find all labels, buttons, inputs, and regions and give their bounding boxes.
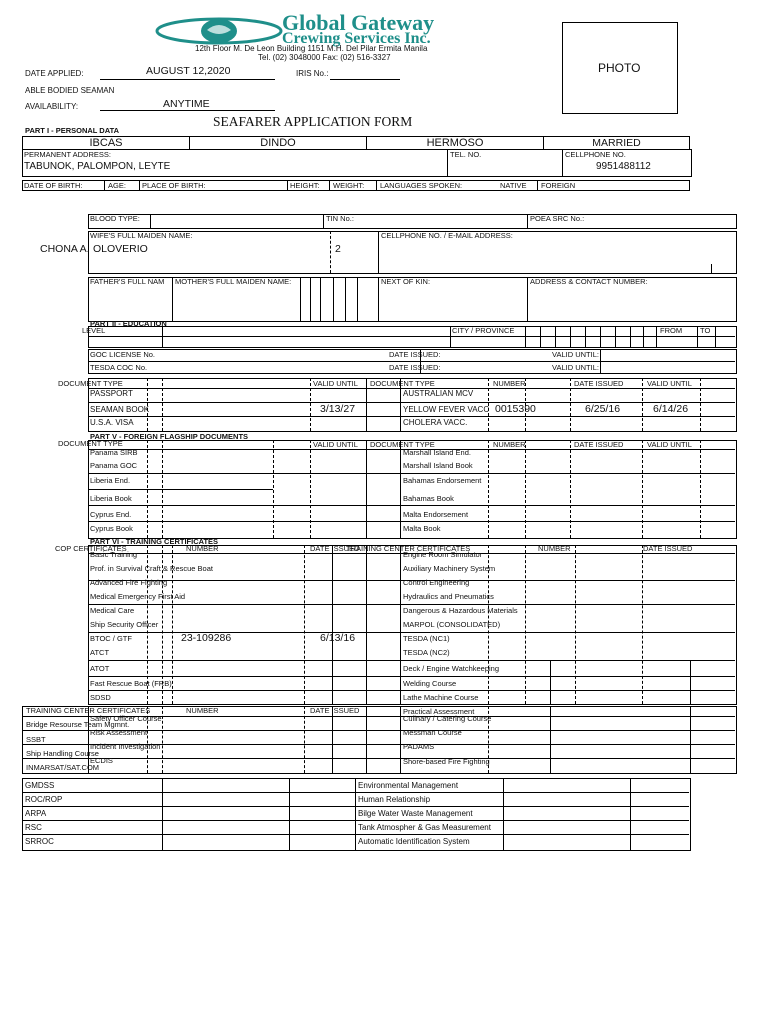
rsc: RSC: [25, 823, 42, 832]
fast-rescue-boat: Fast Rescue Boat (FRB): [90, 679, 172, 688]
marshall-book: Marshall Island Book: [403, 461, 473, 470]
tank-atmosphere: Tank Atmospher & Gas Measurement: [358, 823, 491, 832]
center-issued-label: DATE ISSUED: [643, 544, 693, 553]
availability-label: AVAILABILITY:: [25, 102, 79, 111]
civil-status: MARRIED: [544, 137, 690, 150]
company-name-line1: Global Gateway: [282, 10, 435, 35]
next-of-kin-label: NEXT OF KIN:: [381, 277, 431, 286]
bahamas-book: Bahamas Book: [403, 494, 454, 503]
marpol: MARPOL (CONSOLIDATED): [403, 620, 501, 629]
availability-value: ANYTIME: [163, 98, 210, 110]
tel-label: TEL. NO.: [450, 150, 482, 159]
iris-label: IRIS No.:: [296, 69, 329, 78]
company-phone: Tel. (02) 3048000 Fax: (02) 516-3327: [258, 53, 391, 62]
brm-course: Bridge Resourse Team Mgmnt.: [26, 720, 130, 729]
mother-name-label: MOTHER'S FULL MAIDEN NAME:: [175, 277, 292, 286]
flag-valid-right: VALID UNTIL: [647, 440, 692, 449]
marshall-end: Marshall Island End.: [403, 448, 471, 457]
weight-label: WEIGHT:: [333, 181, 365, 190]
part1-heading: PART I - PERSONAL DATA: [25, 126, 120, 135]
tesda-nc2: TESDA (NC2): [403, 648, 450, 657]
age-label: AGE:: [108, 181, 126, 190]
doc-cholera: CHOLERA VACC.: [403, 418, 468, 427]
doc-issued-label: DATE ISSUED: [574, 379, 624, 388]
last-name: IBCAS: [23, 137, 190, 150]
padams: PADAMS: [403, 742, 435, 751]
safety-officer-course: Safety Officer Course: [90, 714, 162, 723]
tesda-date-issued-label: DATE ISSUED:: [389, 363, 441, 372]
seaman-book-valid: 3/13/27: [320, 403, 356, 415]
survival-craft: Prof. in Survival Craft & Rescue Boat: [90, 564, 213, 573]
gmdss: GMDSS: [25, 781, 55, 790]
flag-issued: DATE ISSUED: [574, 440, 624, 449]
cyprus-book: Cyprus Book: [90, 524, 133, 533]
flag-valid-left: VALID UNTIL: [313, 440, 358, 449]
father-name-label: FATHER'S FULL NAM: [90, 277, 165, 286]
cell-value: 9951488112: [596, 161, 651, 172]
foreign-label: FOREIGN: [541, 181, 576, 190]
cop-issued-label: DATE ISSUED: [310, 544, 360, 553]
inmarsat: INMARSAT/SAT.COM: [26, 763, 100, 772]
cyprus-end: Cyprus End.: [90, 510, 132, 519]
shore-fire-fighting: Shore-based Fire Fighting: [403, 757, 490, 766]
doc-number-label: NUMBER: [493, 379, 526, 388]
hydraulics: Hydraulics and Pneumatics: [403, 592, 494, 601]
first-name: DINDO: [190, 137, 367, 150]
position-applied: ABLE BODIED SEAMAN: [25, 86, 115, 95]
wife-last-name: OLOVERIO: [93, 243, 148, 255]
doc-type-label-left: DOCUMENT TYPE: [58, 379, 123, 388]
cell-label: CELLPHONE NO.: [565, 150, 626, 159]
date-applied-label: DATE APPLIED:: [25, 69, 84, 78]
advanced-fire-fighting: Advanced Fire Fighting: [90, 578, 168, 587]
tesda-valid-until-label: VALID UNTIL:: [552, 363, 599, 372]
malta-end: Malta Endorsement: [403, 510, 469, 519]
flag-doc-type-right: DOCUMENT TYPE: [370, 440, 435, 449]
bilge-water: Bilge Water Waste Management: [358, 809, 473, 818]
part2-heading: PART II - EDUCATION: [90, 319, 167, 328]
kin-address-label: ADDRESS & CONTACT NUMBER:: [530, 277, 648, 286]
company-logo: [155, 14, 283, 48]
doc-australian-mcv: AUSTRALIAN MCV: [403, 389, 474, 398]
yellow-fever-issued: 6/25/16: [585, 403, 621, 415]
doc-usa-visa: U.S.A. VISA: [90, 418, 134, 427]
company-name-line2: Crewing Services Inc.: [282, 30, 431, 47]
middle-name: HERMOSO: [367, 137, 544, 150]
doc-type-label-right: DOCUMENT TYPE: [370, 379, 435, 388]
medical-first-aid: Medical Emergency First Aid: [90, 592, 186, 601]
center-number-label: NUMBER: [538, 544, 571, 553]
part6-heading: PART VI - TRAINING CERTIFICATES: [90, 537, 219, 546]
doc-valid-label-left: VALID UNTIL: [313, 379, 358, 388]
doc-passport: PASSPORT: [90, 389, 133, 398]
tc-label: TRAINING CENTER CERTIFICATES: [26, 706, 151, 715]
btoc-gtf: BTOC / GTF: [90, 634, 132, 643]
btoc-number: 23-109286: [181, 632, 232, 644]
tc-issued-label: DATE ISSUED: [310, 706, 360, 715]
dangerous-materials: Dangerous & Hazardous Materials: [403, 606, 518, 615]
flag-doc-type-left: DOCUMENT TYPE: [58, 439, 123, 448]
culinary-course: Culinary / Catering Course: [403, 714, 492, 723]
tin-label: TIN No.:: [326, 214, 354, 223]
address-value: TABUNOK, PALOMPON, LEYTE: [24, 161, 171, 172]
children-count: 2: [335, 243, 341, 255]
practical-assessment: Practical Assessment: [403, 707, 475, 716]
education-to-label: TO: [700, 326, 711, 335]
wife-first-name: CHONA A.: [40, 243, 90, 255]
wife-cell-label: CELLPHONE NO. / E-MAIL ADDRESS:: [381, 231, 513, 240]
education-level-label: LEVEL: [82, 326, 106, 335]
goc-license-label: GOC LICENSE No.: [90, 350, 156, 359]
company-address: 12th Floor M. De Leon Building 1151 M.H. Del Pilar Ermita Manila: [195, 44, 428, 53]
globe-ship-icon: [155, 14, 283, 48]
cop-number-label: NUMBER: [186, 544, 219, 553]
center-cert-label: TRAINING CENTER CERTIFICATES: [346, 544, 471, 553]
ssbt: SSBT: [26, 735, 46, 744]
tesda-coc-label: TESDA COC No.: [90, 363, 148, 372]
watchkeeping: Deck / Engine Watchkeeping: [403, 664, 500, 673]
goc-date-issued-label: DATE ISSUED:: [389, 350, 441, 359]
malta-book: Malta Book: [403, 524, 441, 533]
doc-seaman-book: SEAMAN BOOK: [90, 405, 150, 414]
dob-label: DATE OF BIRTH:: [24, 181, 83, 190]
human-relationship: Human Relationship: [358, 795, 431, 804]
part5-heading: PART V - FOREIGN FLAGSHIP DOCUMENTS: [90, 432, 249, 441]
env-management: Environmental Management: [358, 781, 459, 790]
liberia-end: Liberia End.: [90, 476, 131, 485]
doc-valid-label-right: VALID UNTIL: [647, 379, 692, 388]
panama-goc: Panama GOC: [90, 461, 138, 470]
welding-course: Welding Course: [403, 679, 457, 688]
goc-valid-until-label: VALID UNTIL:: [552, 350, 599, 359]
btoc-issued: 6/13/16: [320, 632, 356, 644]
liberia-book: Liberia Book: [90, 494, 132, 503]
blood-type-label: BLOOD TYPE:: [90, 214, 140, 223]
height-label: HEIGHT:: [290, 181, 320, 190]
yellow-fever-valid: 6/14/26: [653, 403, 689, 415]
engine-room-simulator: Engine Room Simulator: [403, 550, 483, 559]
tc-number-label: NUMBER: [186, 706, 219, 715]
ais: Automatic Identification System: [358, 837, 470, 846]
ship-handling: Ship Handling Course: [26, 749, 99, 758]
atot: ATOT: [90, 664, 110, 673]
form-title: SEAFARER APPLICATION FORM: [213, 114, 413, 129]
arpa: ARPA: [25, 809, 47, 818]
education-city-label: CITY / PROVINCE: [452, 326, 515, 335]
messman-course: Messman Course: [403, 728, 462, 737]
doc-yellow-fever: YELLOW FEVER VACC: [403, 405, 490, 414]
flag-number: NUMBER: [493, 440, 526, 449]
auxiliary-machinery: Auxiliary Machinery System: [403, 564, 496, 573]
cop-certificates-label: COP CERTIFICATES: [55, 544, 127, 553]
risk-assessment: Risk Assessment: [90, 728, 148, 737]
address-label: PERMANENT ADDRESS:: [24, 150, 111, 159]
pob-label: PLACE OF BIRTH:: [142, 181, 206, 190]
atct: ATCT: [90, 648, 110, 657]
bahamas-end: Bahamas Endorsement: [403, 476, 482, 485]
poea-label: POEA SRC No.:: [530, 214, 585, 223]
wife-name-label: WIFE'S FULL MAIDEN NAME:: [90, 231, 193, 240]
lathe-machine: Lathe Machine Course: [403, 693, 479, 702]
panama-sirb: Panama SIRB: [90, 448, 138, 457]
native-label: NATIVE: [500, 181, 527, 190]
date-applied-value: AUGUST 12,2020: [146, 65, 231, 77]
sdsd: SDSD: [90, 693, 111, 702]
incident-investigation: Incident Investigation: [90, 742, 161, 751]
education-from-label: FROM: [660, 326, 683, 335]
roc-rop: ROC/ROP: [25, 795, 63, 804]
languages-label: LANGUAGES SPOKEN:: [380, 181, 463, 190]
control-engineering: Control Engineering: [403, 578, 470, 587]
photo-label: PHOTO: [598, 61, 641, 75]
tesda-nc1: TESDA (NC1): [403, 634, 450, 643]
ship-security-officer: Ship Security Officer: [90, 620, 159, 629]
srroc: SRROC: [25, 837, 54, 846]
basic-training: Basic Training: [90, 550, 138, 559]
medical-care: Medical Care: [90, 606, 135, 615]
yellow-fever-number: 0015390: [495, 403, 536, 415]
ecdis: ECDIS: [90, 756, 113, 765]
